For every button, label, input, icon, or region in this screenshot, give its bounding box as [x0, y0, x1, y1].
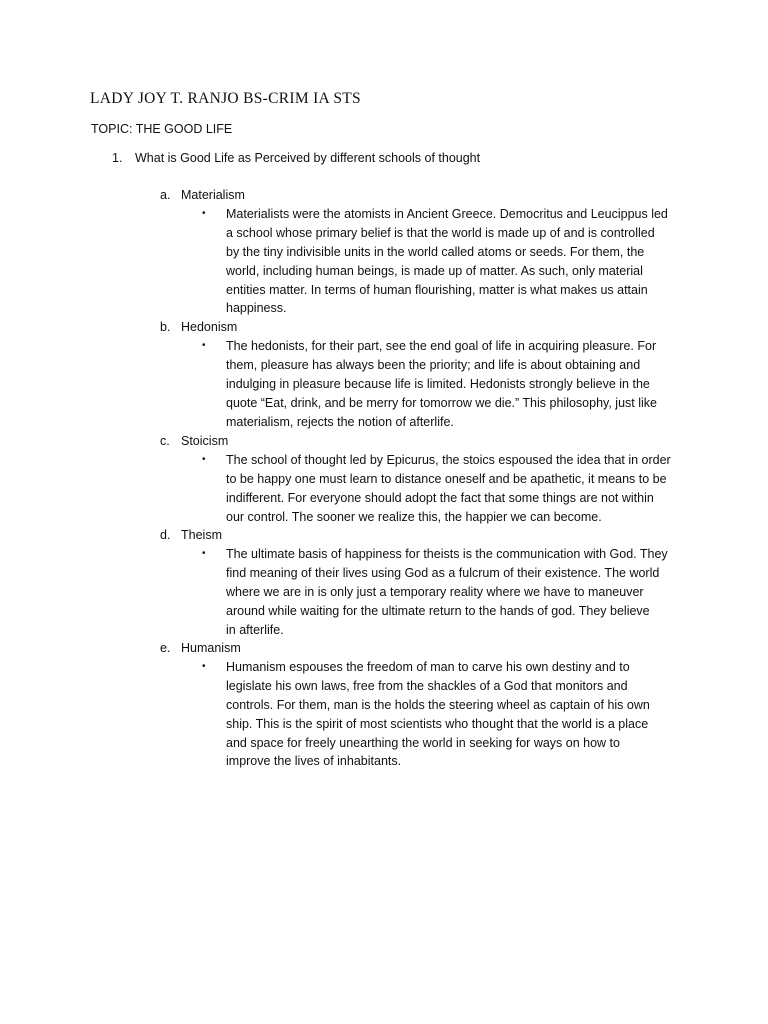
question-item: [112, 151, 480, 165]
section-body: The school of thought led by Epicurus, the stoics espoused the idea that in order to be happy one must learn to distance oneself and be apathetic, it means to be indifferent. For everyone should adopt the fact that some things are not within our control. The sooner we realize this, the happier we can become.: [226, 452, 671, 524]
section-body: The hedonists, for their part, see the end goal of life in acquiring pleasure. For them, pleasure has always been the priority; and life is about obtaining and indulging in pleasure because life is limited. Hedonists strongly believe in the quote “Eat, drink, and be merry for tomorrow we die.” This philosophy, just like materialism, rejects the notion of afterlife.: [226, 338, 657, 429]
topic-heading: TOPIC: THE GOOD LIFE: [91, 122, 233, 136]
section-title: Hedonism: [181, 320, 238, 334]
section-body: The ultimate basis of happiness for theists is the communication with God. They find meaning of their lives using God as a fulcrum of their existence. The world where we are in is only just a temporary reality where we have to maneuver around while waiting for the ultimate return to the hands of god. They believe in afterlife.: [226, 546, 668, 637]
question-text: What is Good Life as Perceived by different schools of thought: [135, 151, 481, 165]
document-header: LADY JOY T. RANJO BS-CRIM IA STS: [90, 90, 361, 107]
bullet-icon: •: [202, 339, 206, 351]
section-body: Humanism espouses the freedom of man to carve his own destiny and to legislate his own laws, free from the shackles of a God that monitors and controls. For them, man is the holds the steering wheel as captain of his own ship. This is the spirit of most scientists who thought that the world is a place and space for freely unearthing the world in seeking for ways on how to improve the lives of inhabitants.: [226, 659, 650, 769]
section-letter: c.: [160, 434, 170, 448]
section-body: Materialists were the atomists in Ancient Greece. Democritus and Leucippus led a school whose primary belief is that the world is made up of and is controlled by the tiny indivisible units in the world called atoms or seeds. For them, the world, including human beings, is made up of matter. As such, only material entities matter. In terms of human flourishing, matter is what makes us attain happiness.: [226, 206, 668, 316]
question-number: 1.: [112, 151, 123, 165]
section-title: Theism: [181, 528, 222, 542]
section-humanism: [160, 639, 680, 771]
bullet-icon: •: [202, 660, 206, 672]
section-hedonism: [160, 318, 680, 431]
section-letter: e.: [160, 641, 171, 655]
section-stoicism: [160, 432, 680, 527]
bullet-icon: •: [202, 453, 206, 465]
section-title: Humanism: [181, 641, 241, 655]
section-materialism: [160, 186, 680, 318]
section-title: Materialism: [181, 188, 245, 202]
section-title: Stoicism: [181, 434, 229, 448]
section-letter: a.: [160, 188, 171, 202]
section-letter: d.: [160, 528, 171, 542]
section-letter: b.: [160, 320, 171, 334]
bullet-icon: •: [202, 207, 206, 219]
section-theism: [160, 526, 680, 639]
bullet-icon: •: [202, 547, 206, 559]
